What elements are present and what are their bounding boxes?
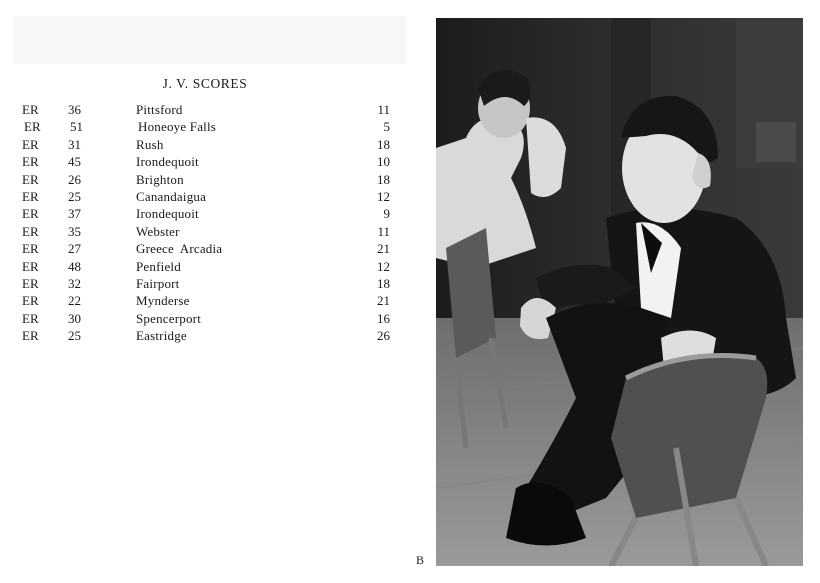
our-score-cell: 48	[68, 258, 81, 274]
opponent-cell: Mynderse	[136, 293, 190, 309]
team-cell: ER	[22, 188, 39, 204]
opponent-score-cell: 10	[377, 154, 390, 170]
our-score-cell: 26	[68, 171, 81, 187]
our-score-cell: 35	[68, 223, 81, 239]
opponent-cell: Spencerport	[136, 310, 202, 326]
coach-photo	[436, 18, 803, 566]
score-row	[0, 101, 410, 118]
opponent-score-cell: 18	[377, 136, 390, 152]
opponent-cell: Irondequoit	[136, 154, 199, 170]
team-cell: ER	[22, 223, 39, 239]
opponent-cell: Eastridge	[136, 328, 187, 344]
opponent-score-cell: 18	[377, 275, 390, 291]
opponent-score-cell: 16	[377, 310, 390, 326]
scores-title: J. V. SCORES	[162, 76, 248, 91]
score-row	[0, 327, 410, 344]
score-row	[0, 205, 410, 222]
blank-header-area	[14, 16, 406, 64]
opponent-score-cell: 11	[377, 223, 390, 239]
score-row	[0, 240, 410, 257]
opponent-score-cell: 21	[377, 241, 390, 257]
score-row	[0, 136, 410, 153]
team-cell: ER	[22, 171, 39, 187]
our-score-cell: 25	[68, 188, 81, 204]
score-row	[0, 223, 410, 240]
team-cell: ER	[22, 258, 39, 274]
opponent-cell: Rush	[136, 136, 164, 152]
opponent-score-cell: 12	[377, 188, 390, 204]
our-score-cell: 30	[68, 310, 81, 326]
opponent-cell: Honeoye Falls	[138, 119, 217, 135]
score-row	[0, 310, 410, 327]
score-row	[0, 118, 410, 135]
scores-table	[0, 101, 410, 344]
opponent-score-cell: 21	[377, 293, 390, 309]
opponent-cell: Pittsford	[136, 102, 183, 117]
our-score-cell: 32	[68, 275, 81, 291]
score-row	[0, 188, 410, 205]
opponent-cell: Fairport	[136, 275, 180, 291]
opponent-score-cell: 26	[377, 328, 390, 344]
team-cell: ER	[22, 293, 39, 309]
opponent-score-cell: 9	[383, 206, 390, 222]
team-cell: ER	[22, 328, 39, 344]
team-cell: ER	[22, 206, 39, 222]
score-row	[0, 258, 410, 275]
team-cell: ER	[24, 119, 41, 135]
our-score-cell: 22	[68, 293, 81, 309]
our-score-cell: 31	[68, 136, 81, 152]
team-cell: ER	[22, 275, 39, 291]
opponent-cell: Greece Arcadia	[136, 241, 223, 257]
score-row	[0, 292, 410, 309]
page-letter: B	[416, 553, 425, 567]
score-row	[0, 275, 410, 292]
our-score-cell: 45	[68, 154, 81, 170]
team-cell: ER	[22, 154, 39, 170]
opponent-score-cell: 11	[377, 102, 390, 117]
score-row	[0, 171, 410, 188]
our-score-cell: 37	[68, 206, 81, 222]
opponent-cell: Brighton	[136, 171, 184, 187]
our-score-cell: 25	[68, 328, 81, 344]
opponent-cell: Irondequoit	[136, 206, 199, 222]
opponent-cell: Webster	[136, 223, 180, 239]
our-score-cell: 27	[68, 241, 81, 257]
opponent-cell: Canandaigua	[136, 188, 207, 204]
team-cell: ER	[22, 241, 39, 257]
opponent-score-cell: 18	[377, 171, 390, 187]
team-cell: ER	[22, 102, 39, 117]
opponent-score-cell: 5	[383, 119, 390, 135]
score-row	[0, 153, 410, 170]
opponent-score-cell: 12	[377, 258, 390, 274]
team-cell: ER	[22, 310, 39, 326]
opponent-cell: Penfield	[136, 258, 181, 274]
our-score-cell: 36	[68, 102, 81, 117]
team-cell: ER	[22, 136, 39, 152]
our-score-cell: 51	[70, 119, 83, 135]
